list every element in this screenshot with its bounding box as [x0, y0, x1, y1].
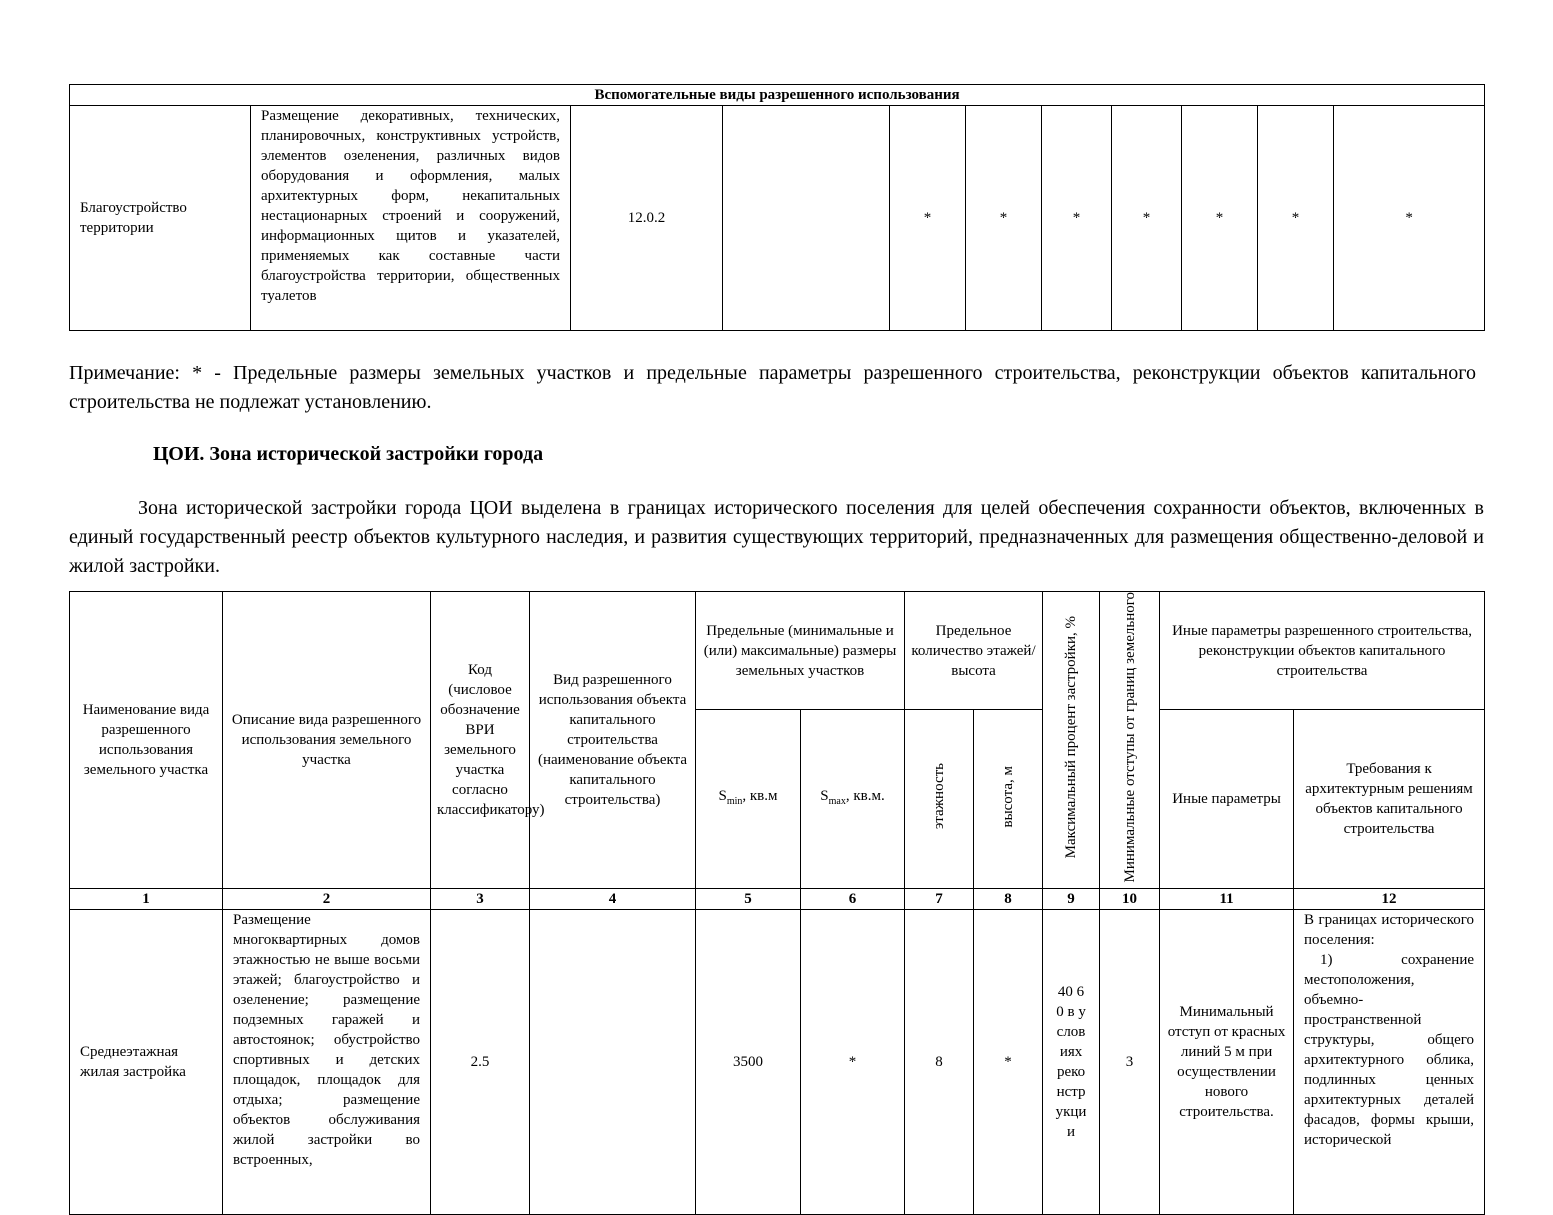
aux-row-object-type — [723, 106, 890, 331]
section-title: ЦОИ. Зона исторической застройки города — [153, 443, 544, 465]
header-height: высота, м — [974, 710, 1043, 889]
header-other-params-group: Иные параметры разрешенного строительства, реконструкции объектов капитального строительства — [1160, 592, 1485, 710]
section-paragraph: Зона исторической застройки города ЦОИ выделена в границах исторического поселения для целей обеспечения сохранности объектов, включенных в единый государственный реестр объектов культурного наследия, и развития существующих территорий, предназначенных для размещения общественно-деловой и жилой застройки. — [69, 497, 1484, 577]
aux-row-cell: * — [1334, 106, 1485, 331]
aux-row-cell: * — [1042, 106, 1112, 331]
aux-row-description: Размещение декоративных, технических, планировочных, конструктивных устройств, элементов озеленения, различных видов оборудования и оформления, малых архитектурных форм, некапитальных нестационарных строений и сооружений, информационных щитов и указателей, применяемых как составные части благоустройства территории, общественных туалетов — [251, 106, 571, 331]
column-number: 1 — [70, 889, 223, 910]
header-floors-height: Предельное количество этажей/высота — [905, 592, 1043, 710]
note-text: Примечание: * - Предельные размеры земельных участков и предельные параметры разрешенного строительства, реконструкции объектов капитального строительства не подлежат установлению. — [69, 362, 1476, 413]
row-description: Размещение многоквартирных домов этажностью не выше восьми этажей; благоустройство и озеленение; размещение подземных гаражей и автостоянок; обустройство спортивных и детских площадок, площадок для отдыха; размещение объектов обслуживания жилой застройки во встроенных, — [223, 910, 431, 1215]
header-name: Наименование вида разрешенного использования земельного участка — [70, 592, 223, 889]
row-code: 2.5 — [431, 910, 530, 1215]
column-number: 12 — [1294, 889, 1485, 910]
column-number: 3 — [431, 889, 530, 910]
aux-row-cell: * — [890, 106, 966, 331]
aux-row-cell: * — [1182, 106, 1258, 331]
header-max-percent: Максимальный процент застройки, % — [1043, 592, 1100, 889]
column-number: 10 — [1100, 889, 1160, 910]
aux-row-name: Благоустройство территории — [70, 106, 251, 331]
header-code: Код (числовое обозначение ВРИ земельного участка согласно классификатору) — [431, 592, 530, 889]
row-name: Среднеэтажная жилая застройка — [70, 910, 223, 1215]
row-smin: 3500 — [696, 910, 801, 1215]
header-plot-sizes: Предельные (минимальные и (или) максимальные) размеры земельных участков — [696, 592, 905, 710]
column-number: 5 — [696, 889, 801, 910]
header-object-type: Вид разрешенного использования объекта капитального строительства (наименование объекта капитального строительства) — [530, 592, 696, 889]
row-max-percent: 40 60 в условиях реконструкции — [1043, 910, 1100, 1215]
column-number: 4 — [530, 889, 696, 910]
header-smin: $S_{min}$, кв.м — [696, 710, 801, 889]
header-other-params: Иные параметры — [1160, 710, 1294, 889]
aux-row-code: 12.0.2 — [571, 106, 723, 331]
row-floors: 8 — [905, 910, 974, 1215]
column-number: 11 — [1160, 889, 1294, 910]
header-smax: $S_{max}$, кв.м. — [801, 710, 905, 889]
row-height: * — [974, 910, 1043, 1215]
row-object-type — [530, 910, 696, 1215]
column-number: 7 — [905, 889, 974, 910]
aux-table-header: Вспомогательные виды разрешенного использования — [70, 85, 1485, 106]
header-description: Описание вида разрешенного использования земельного участка — [223, 592, 431, 889]
aux-row-cell: * — [966, 106, 1042, 331]
column-number: 8 — [974, 889, 1043, 910]
row-arch-requirements — [1294, 910, 1485, 1215]
column-number: 2 — [223, 889, 431, 910]
header-floors: этажность — [905, 710, 974, 889]
row-setback: 3 — [1100, 910, 1160, 1215]
zone-uses-table — [69, 591, 1485, 1215]
header-arch-requirements: Требования к архитектурным решениям объектов капитального строительства — [1294, 710, 1485, 889]
column-number: 9 — [1043, 889, 1100, 910]
aux-row-cell: * — [1258, 106, 1334, 331]
aux-uses-table — [69, 84, 1485, 331]
row-smax: * — [801, 910, 905, 1215]
arch-requirements-item: 1) сохранение местоположения, объемно-пространственной структуры, общего архитектурного облика, подлинных ценных архитектурных деталей фасадов, формы крыши, исторической — [1304, 952, 1475, 1149]
header-min-setback: Минимальные отступы от границ земельного — [1100, 592, 1160, 889]
aux-row-cell: * — [1112, 106, 1182, 331]
arch-requirements-intro: В границах исторического поселения: — [1304, 912, 1475, 949]
row-other-params: Минимальный отступ от красных линий 5 м при осуществлении нового строительства. — [1160, 910, 1294, 1215]
column-number: 6 — [801, 889, 905, 910]
